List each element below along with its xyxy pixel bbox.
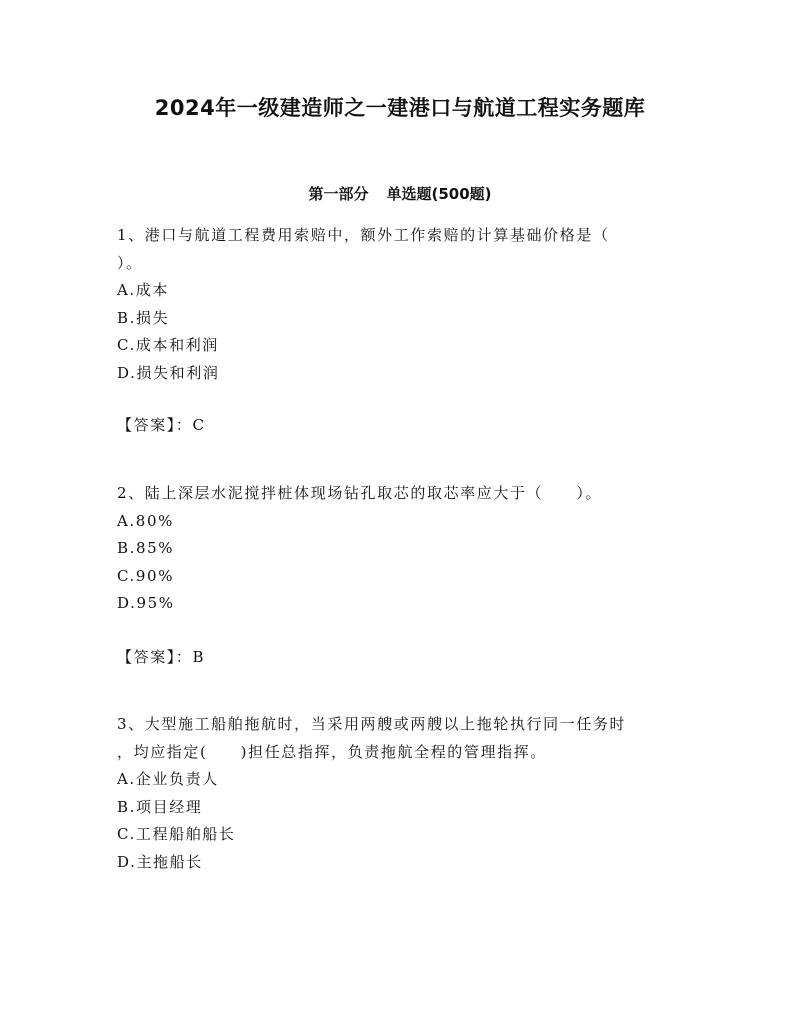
option-a: A.成本 (117, 281, 170, 299)
document-title: 2024年一级建造师之一建港口与航道工程实务题库 (154, 96, 646, 120)
answer-2 (117, 644, 205, 672)
question-stem-line: ）。 (117, 253, 143, 272)
option-c: C.工程船舶船长 (117, 825, 236, 843)
answer-value: C (192, 416, 206, 434)
option-b: B.损失 (117, 308, 170, 327)
question-2 (117, 480, 697, 618)
question-1 (117, 222, 697, 387)
section-heading (0, 183, 800, 204)
question-stem-line: ，均应指定( )担任总指挥，负责拖航全程的管理指挥。 (117, 742, 547, 761)
option-d: D.损失和利润 (117, 363, 220, 382)
option-b: B.85% (117, 539, 175, 557)
question-3 (117, 711, 697, 876)
section-part-label: 第一部分 (308, 185, 369, 203)
question-stem-line: 3、大型施工船舶拖航时，当采用两艘或两艘以上拖轮执行同一任务时 (117, 715, 627, 733)
answer-1 (117, 412, 206, 440)
question-stem-line: 1、港口与航道工程费用索赔中，额外工作索赔的计算基础价格是（ (117, 226, 610, 244)
option-a: A.企业负责人 (117, 770, 219, 788)
option-c: C.90% (117, 566, 175, 585)
option-d: D.主拖船长 (117, 852, 203, 871)
option-a: A.80% (117, 511, 174, 530)
option-d: D.95% (117, 594, 175, 612)
option-b: B.项目经理 (117, 797, 203, 816)
section-heading-label: 单选题(500题) (386, 185, 492, 203)
option-c: C.成本和利润 (117, 336, 219, 354)
answer-value: B (192, 648, 206, 666)
answer-label: 【答案】： (117, 648, 193, 666)
question-stem-line: 2、陆上深层水泥搅拌桩体现场钻孔取芯的取芯率应大于（ ）。 (117, 484, 603, 502)
answer-label: 【答案】： (117, 416, 193, 434)
